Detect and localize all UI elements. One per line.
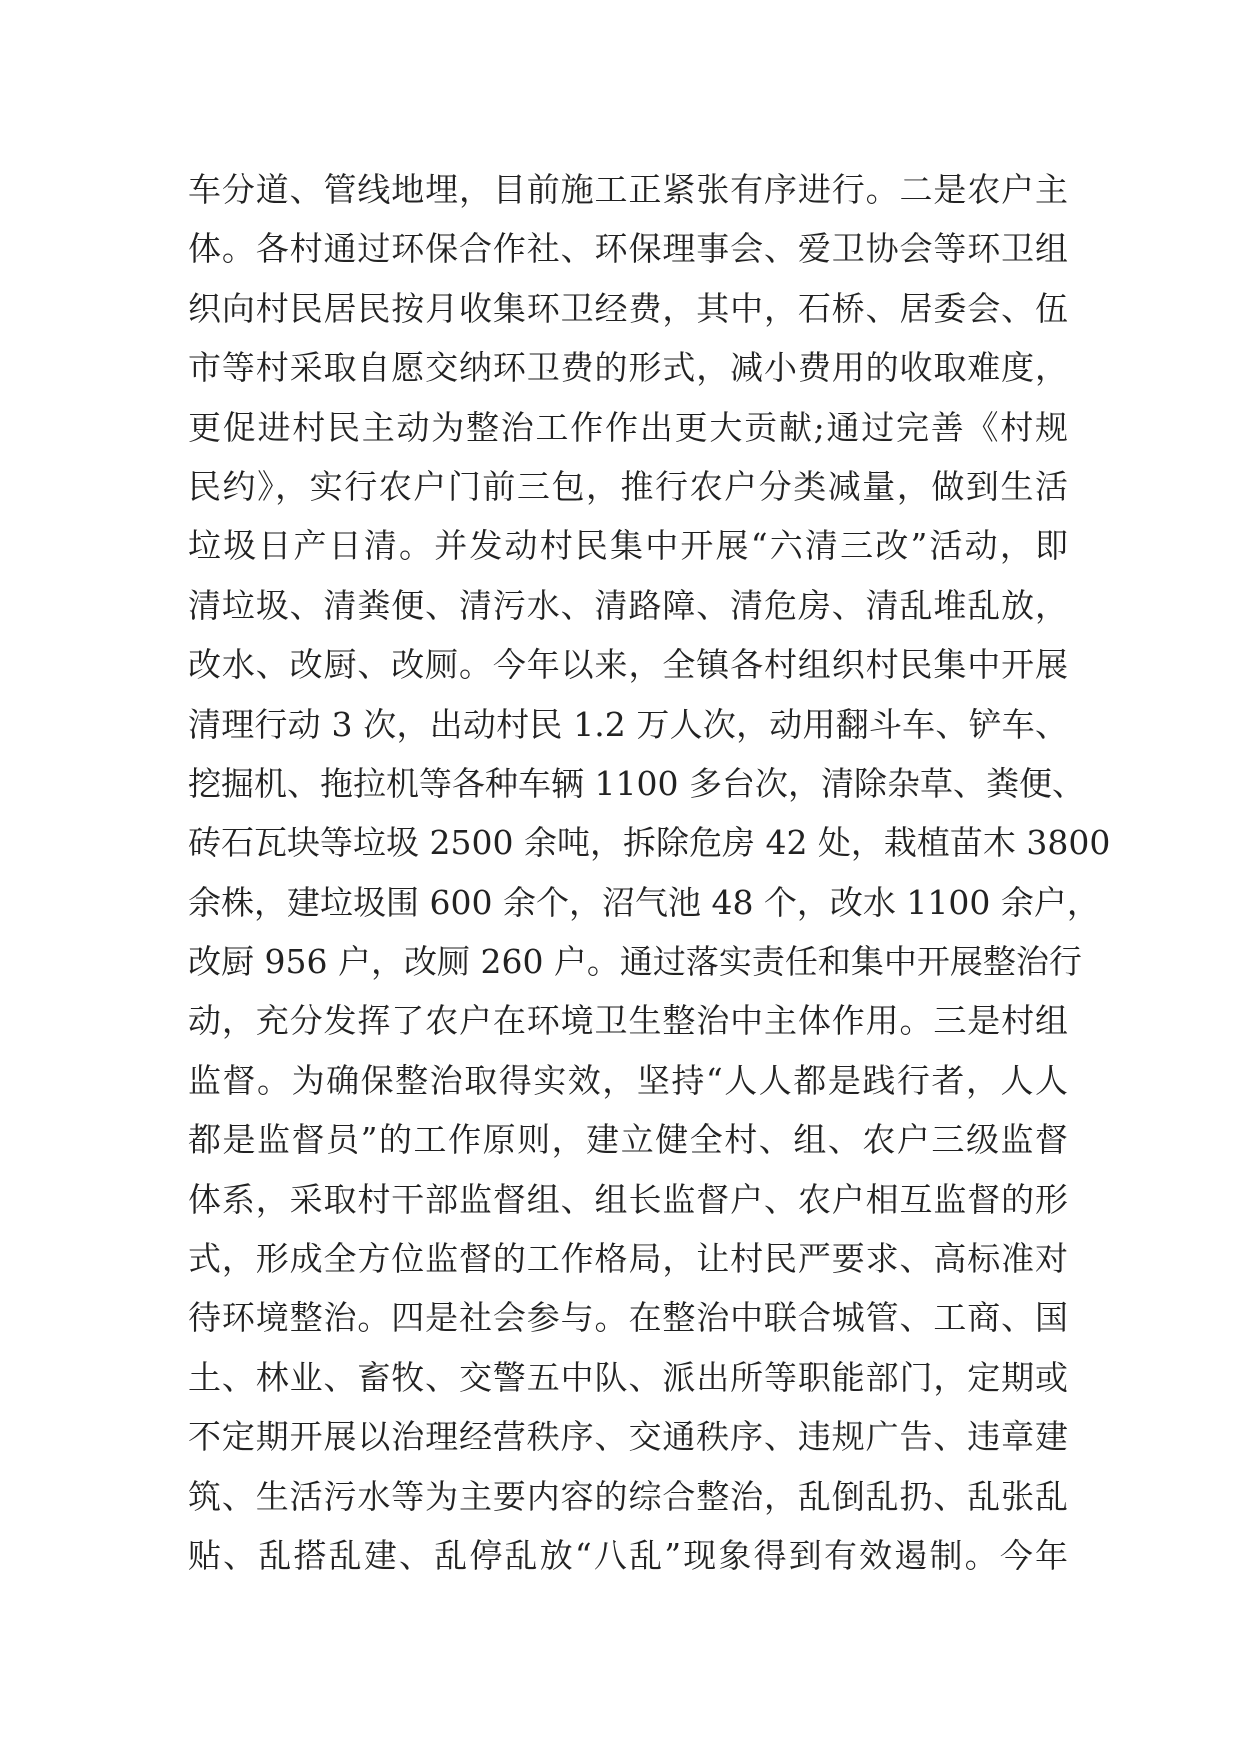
text-line: 土、林业、畜牧、交警五中队、派出所等职能部门，定期或 xyxy=(188,1357,1068,1397)
text-line: 监督。为确保整治取得实效，坚持“人人都是践行者，人人 xyxy=(188,1060,1068,1100)
text-line: 民约》，实行农户门前三包，推行农户分类减量，做到生活 xyxy=(188,466,1068,506)
text-line: 清理行动 3 次，出动村民 1.2 万人次，动用翻斗车、铲车、 xyxy=(188,704,1068,744)
text-line: 改水、改厨、改厕。今年以来，全镇各村组织村民集中开展 xyxy=(188,645,1068,685)
text-line: 贴、乱搭乱建、乱停乱放“八乱”现象得到有效遏制。今年 xyxy=(188,1535,1068,1575)
text-line: 清垃圾、清粪便、清污水、清路障、清危房、清乱堆乱放， xyxy=(188,585,1068,625)
text-line: 织向村民居民按月收集环卫经费，其中，石桥、居委会、伍 xyxy=(188,288,1068,328)
text-line: 都是监督员”的工作原则，建立健全村、组、农户三级监督 xyxy=(188,1120,1068,1160)
text-line: 改厨 956 户，改厕 260 户。通过落实责任和集中开展整治行 xyxy=(188,942,1082,982)
text-line: 余株，建垃圾围 600 余个，沼气池 48 个，改水 1100 余户， xyxy=(188,882,1100,922)
text-line: 式，形成全方位监督的工作格局，让村民严要求、高标准对 xyxy=(188,1239,1068,1279)
text-line: 待环境整治。四是社会参与。在整治中联合城管、工商、国 xyxy=(188,1298,1068,1338)
text-line: 动，充分发挥了农户在环境卫生整治中主体作用。三是村组 xyxy=(188,1001,1068,1041)
text-line: 垃圾日产日清。并发动村民集中开展“六清三改”活动，即 xyxy=(188,526,1068,566)
text-line: 体系，采取村干部监督组、组长监督户、农户相互监督的形 xyxy=(188,1179,1068,1219)
text-line: 挖掘机、拖拉机等各种车辆 1100 多台次，清除杂草、粪便、 xyxy=(188,763,1085,803)
text-line: 不定期开展以治理经营秩序、交通秩序、违规广告、违章建 xyxy=(188,1417,1068,1457)
text-line: 砖石瓦块等垃圾 2500 余吨，拆除危房 42 处，栽植苗木 3800 xyxy=(188,823,1111,863)
text-line: 车分道、管线地埋，目前施工正紧张有序进行。二是农户主 xyxy=(188,170,1068,209)
text-line: 筑、生活污水等为主要内容的综合整治，乱倒乱扔、乱张乱 xyxy=(188,1476,1068,1516)
text-line: 更促进村民主动为整治工作作出更大贡献;通过完善《村规 xyxy=(188,407,1068,447)
text-line: 体。各村通过环保合作社、环保理事会、爱卫协会等环卫组 xyxy=(188,229,1068,269)
text-line: 市等村采取自愿交纳环卫费的形式，减小费用的收取难度， xyxy=(188,348,1068,388)
body-text xyxy=(188,160,1111,1585)
